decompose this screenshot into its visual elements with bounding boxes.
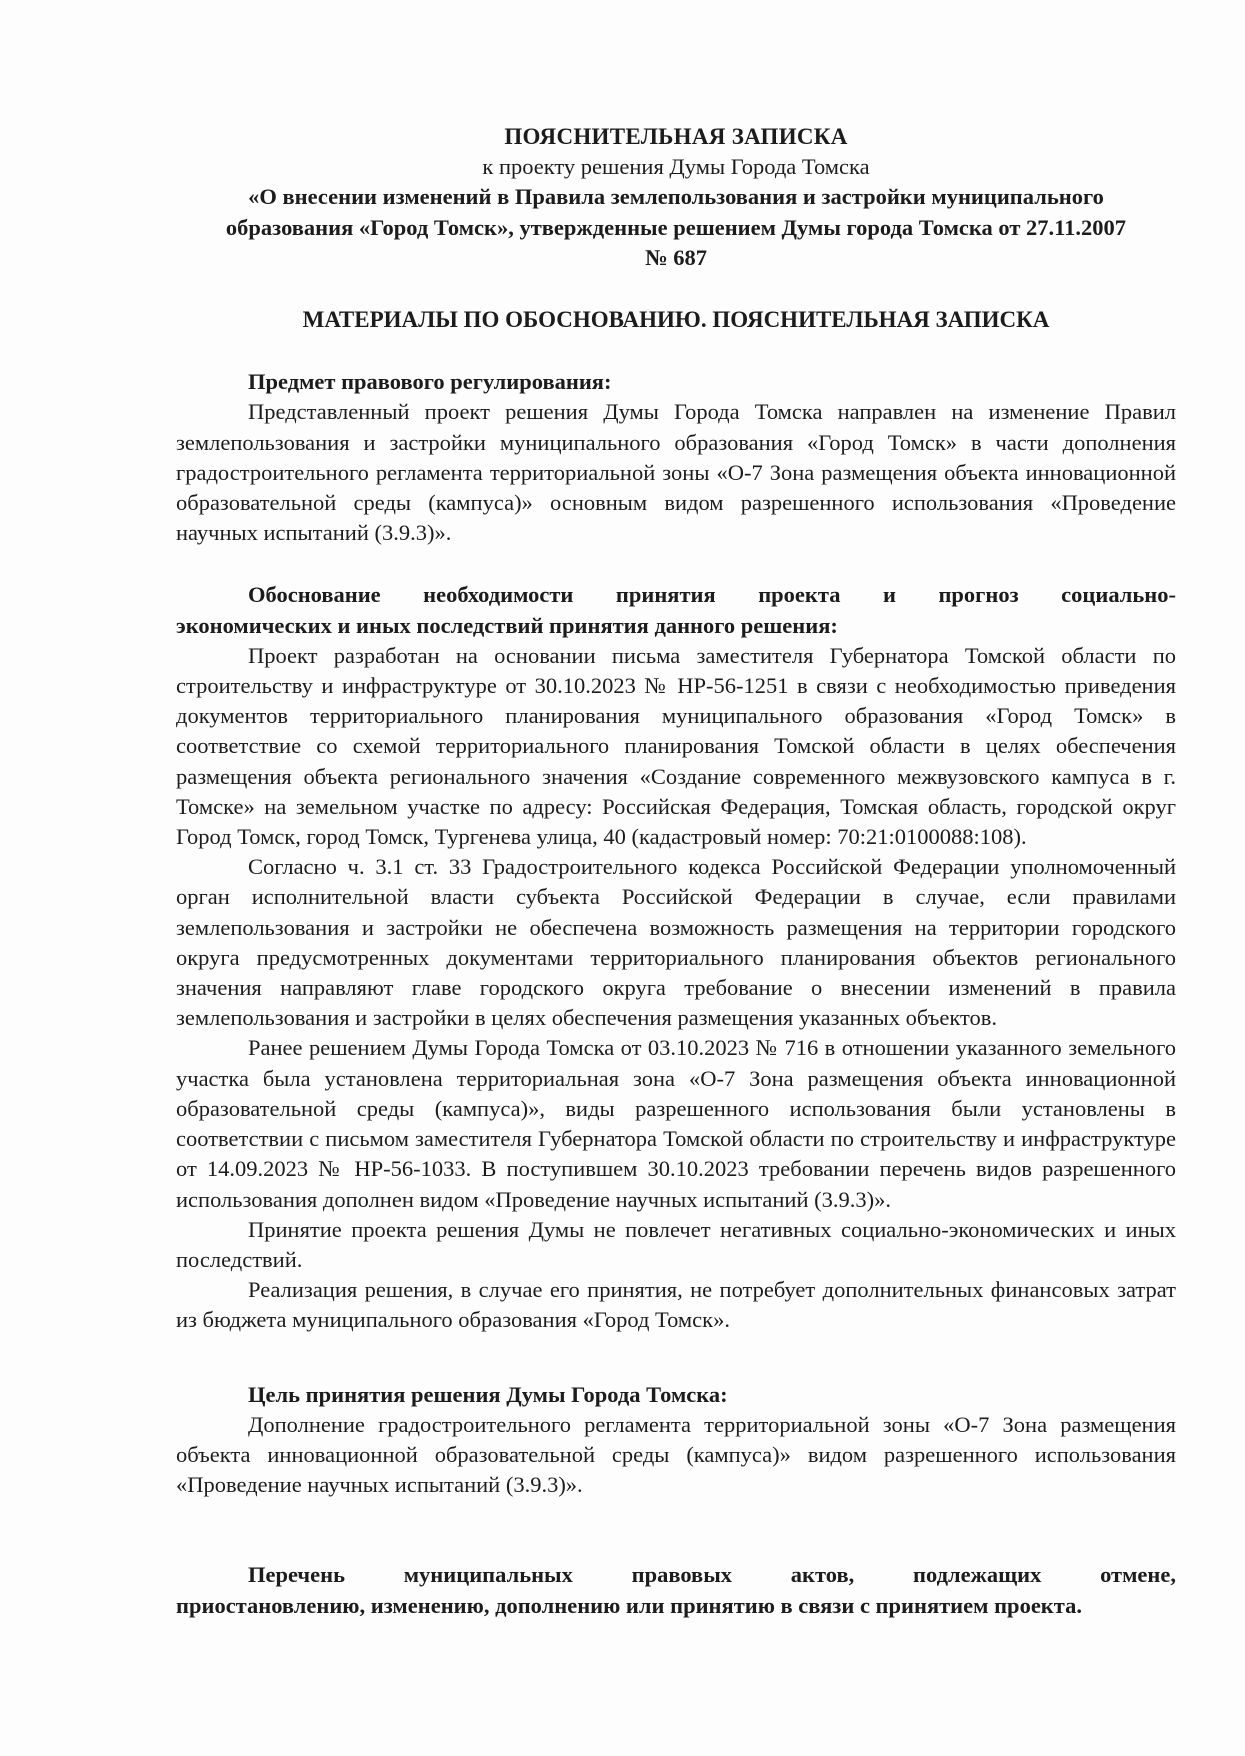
decision-title-line-1: «О внесении изменений в Правила землепользования и застройки муниципального bbox=[248, 184, 1104, 210]
document-subtitle: к проекту решения Думы Города Томска bbox=[482, 154, 870, 180]
spacer bbox=[176, 548, 1176, 580]
justification-label-line-2: экономических и иных последствий принятия данного решения: bbox=[176, 612, 838, 638]
justification-paragraph-3: Ранее решением Думы Города Томска от 03.10.2023 № 716 в отношении указанного земельного участка была установлена территориальная зона «О-7 Зона размещения объекта инновационной образовательной среды (кампуса)», виды разрешенного использования были установлены в соответствии с письмом заместителя Губернатора Томской области по строительству и инфраструктуре от 14.09.2023 № НР-56-1033. В поступившем 30.10.2023 требовании перечень видов разрешенного использования дополнен видом «Проведение научных испытаний (3.9.3)». bbox=[176, 1035, 1176, 1212]
acts-list-line-2: приостановлению, изменению, дополнению или принятию в связи с принятием проекта. bbox=[176, 1592, 1082, 1618]
goal-text: Дополнение градостроительного регламента территориальной зоны «О-7 Зона размещения объекта инновационной образовательной среды (кампуса)» видом разрешенного использования «Проведение научных испытаний (3.9.3)». bbox=[176, 1411, 1176, 1498]
spacer bbox=[176, 1500, 1176, 1560]
acts-list-line-1: Перечень муниципальных правовых актов, подлежащих отмене, bbox=[248, 1562, 1176, 1588]
justification-paragraph-1: Проект разработан на основании письма заместителя Губернатора Томской области по строительству и инфраструктуре от 30.10.2023 № НР-56-1251 в связи с необходимостью приведения документов территориального планирования муниципального образования «Город Томск» в соответствие со схемой территориального планирования Томской области в целях обеспечения размещения объекта регионального значения «Создание современного межвузовского кампуса в г. Томске» на земельном участке по адресу: Российская Федерация, Томская область, городской округ Город Томск, город Томск, Тургенева улица, 40 (кадастровый номер: 70:21:0100088:108). bbox=[176, 642, 1176, 850]
subject-text: Представленный проект решения Думы Города Томска направлен на изменение Правил землепользования и застройки муниципального образования «Город Томск» в части дополнения градостроительного регламента территориальной зоны «О-7 Зона размещения объекта инновационной образовательной среды (кампуса)» основным видом разрешенного использования «Проведение научных испытаний (3.9.3)». bbox=[176, 399, 1176, 546]
materials-heading: МАТЕРИАЛЫ ПО ОБОСНОВАНИЮ. ПОЯСНИТЕЛЬНАЯ ЗАПИСКА bbox=[302, 307, 1050, 333]
justification-paragraph-5: Реализация решения, в случае его принятия, не потребует дополнительных финансовых затрат из бюджета муниципального образования «Город Томск». bbox=[176, 1277, 1176, 1333]
spacer bbox=[176, 335, 1176, 367]
justification-label-line-1: Обоснование необходимости принятия проекта и прогноз социально- bbox=[248, 582, 1176, 608]
spacer bbox=[176, 273, 1176, 305]
spacer bbox=[176, 1336, 1176, 1380]
subject-label: Предмет правового регулирования: bbox=[248, 369, 612, 395]
document-title: ПОЯСНИТЕЛЬНАЯ ЗАПИСКА bbox=[504, 124, 848, 149]
document-body bbox=[176, 122, 1176, 1621]
goal-label: Цель принятия решения Думы Города Томска: bbox=[248, 1381, 728, 1407]
justification-paragraph-2: Согласно ч. 3.1 ст. 33 Градостроительного кодекса Российской Федерации уполномоченный орган исполнительной власти субъекта Российской Федерации в случае, если правилами землепользования и застройки не обеспечена возможность размещения на территории городского округа предусмотренных документами территориального планирования объектов регионального значения направляют главе городского округа требование о внесении изменений в правила землепользования и застройки в целях обеспечения размещения указанных объектов. bbox=[176, 854, 1176, 1031]
decision-title-line-2: образования «Город Томск», утвержденные решением Думы города Томска от 27.11.2007 bbox=[225, 214, 1127, 240]
decision-title-line-3: № 687 bbox=[645, 244, 707, 270]
justification-paragraph-4: Принятие проекта решения Думы не повлечет негативных социально-экономических и иных последствий. bbox=[176, 1216, 1176, 1272]
